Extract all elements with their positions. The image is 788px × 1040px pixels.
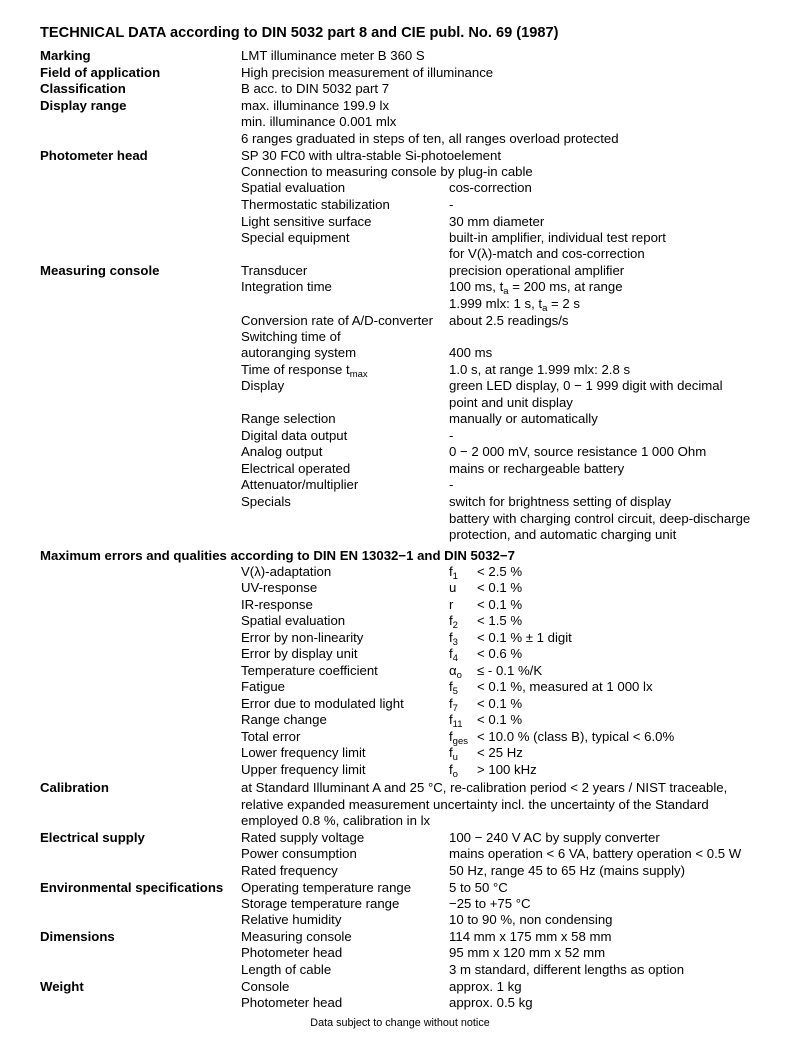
spec-value: precision operational amplifier xyxy=(449,263,625,278)
spec-value: u < 0.1 % xyxy=(449,580,523,595)
spec-value: for V(λ)-match and cos-correction xyxy=(449,246,645,261)
spec-param: Rated supply voltage xyxy=(241,830,365,845)
spec-param: Power consumption xyxy=(241,846,357,861)
spec-param: Console xyxy=(241,979,290,994)
error-symbol: $f_3$ xyxy=(449,630,458,648)
spec-value: approx. 0.5 kg xyxy=(449,995,533,1010)
spec-param: SP 30 FC0 with ultra-stable Si-photoelement xyxy=(241,148,501,163)
error-symbol: $f_o$ xyxy=(449,762,458,780)
spec-param: Analog output xyxy=(241,444,323,459)
spec-param: Special equipment xyxy=(241,230,350,245)
spec-param: Error by display unit xyxy=(241,646,358,661)
error-symbol: $f_7$ xyxy=(449,696,458,714)
spec-value: 1.0 s, at range 1.999 mlx: 2.8 s xyxy=(449,362,631,377)
spec-value: $f_7 < 0.1$ % xyxy=(449,696,523,714)
spec-param: Electrical operated xyxy=(241,461,351,476)
error-symbol: $f_u$ xyxy=(449,745,458,763)
spec-value: 50 Hz, range 45 to 65 Hz (mains supply) xyxy=(449,863,686,878)
section-label: Dimensions xyxy=(40,929,115,944)
spec-param: Specials xyxy=(241,494,291,509)
spec-param: Light sensitive surface xyxy=(241,214,372,229)
section-label: Photometer head xyxy=(40,148,148,163)
error-symbol: r xyxy=(449,597,454,612)
spec-value: $f_{ges} < 10.0$ % (class B), typical < 6.0% xyxy=(449,729,675,747)
spec-value: protection, and automatic charging unit xyxy=(449,527,677,542)
spec-value: 114 mm x 175 mm x 58 mm xyxy=(449,929,612,944)
spec-value: manually or automatically xyxy=(449,411,598,426)
spec-value: built-in amplifier, individual test report xyxy=(449,230,666,245)
spec-param: Display xyxy=(241,378,285,393)
spec-value: about 2.5 readings/s xyxy=(449,313,569,328)
spec-param: Spatial evaluation xyxy=(241,613,346,628)
spec-value: point and unit display xyxy=(449,395,573,410)
error-symbol: $f_{11}$ xyxy=(449,712,463,730)
spec-param: Relative humidity xyxy=(241,912,342,927)
spec-value: 5 to 50 °C xyxy=(449,880,508,895)
spec-value: 30 mm diameter xyxy=(449,214,545,229)
spec-value: approx. 1 kg xyxy=(449,979,522,994)
spec-param: V(λ)-adaptation xyxy=(241,564,332,579)
spec-param: Lower frequency limit xyxy=(241,745,366,760)
section-label: Electrical supply xyxy=(40,830,145,845)
spec-param: Digital data output xyxy=(241,428,348,443)
spec-param: UV-response xyxy=(241,580,318,595)
spec-param: IR-response xyxy=(241,597,313,612)
spec-value: mains or rechargeable battery xyxy=(449,461,625,476)
error-symbol: $\alpha_o$ xyxy=(449,663,462,681)
error-symbol: $f_2$ xyxy=(449,613,458,631)
spec-label: Display range xyxy=(40,98,127,113)
spec-param: Total error xyxy=(241,729,301,744)
spec-value: max. illuminance 199.9 lx xyxy=(241,98,390,113)
spec-value: at Standard Illuminant A and 25 °C, re-calibration period < 2 years / NIST traceable, xyxy=(241,780,728,795)
spec-value: switch for brightness setting of display xyxy=(449,494,672,509)
error-symbol: $f_{ges}$ xyxy=(449,729,468,747)
spec-value: cos-correction xyxy=(449,180,532,195)
spec-param: Operating temperature range xyxy=(241,880,412,895)
spec-value: $f_3 < 0.1$ % ± 1 digit xyxy=(449,630,572,648)
spec-value: B acc. to DIN 5032 part 7 xyxy=(241,81,390,96)
spec-param: Integration time xyxy=(241,279,332,294)
spec-value: relative expanded measurement uncertainty incl. the uncertainty of the Standard xyxy=(241,797,709,812)
spec-param: Photometer head xyxy=(241,945,343,960)
spec-value: green LED display, 0 − 1 999 digit with decimal xyxy=(449,378,723,393)
spec-param: Fatigue xyxy=(241,679,285,694)
spec-param: Attenuator/multiplier xyxy=(241,477,359,492)
error-symbol: $f_5$ xyxy=(449,679,458,697)
spec-param: Length of cable xyxy=(241,962,332,977)
spec-param: Upper frequency limit xyxy=(241,762,366,777)
error-symbol: u xyxy=(449,580,457,595)
spec-value: $f_{11} < 0.1$ % xyxy=(449,712,523,730)
spec-value: 95 mm x 120 mm x 52 mm xyxy=(449,945,606,960)
spec-value: 10 to 90 %, non condensing xyxy=(449,912,613,927)
spec-value: 6 ranges graduated in steps of ten, all ranges overload protected xyxy=(241,131,619,146)
spec-label: Classification xyxy=(40,81,126,96)
spec-value: 100 ms, $t_a = 200$ ms, at range xyxy=(449,279,623,297)
spec-value: $f_4 < 0.6$ % xyxy=(449,646,523,664)
spec-param: Range change xyxy=(241,712,327,727)
spec-value: 1.999 mlx: 1 s, $t_a = 2$ s xyxy=(449,296,581,314)
spec-value: - xyxy=(449,428,454,443)
spec-value: LMT illuminance meter B 360 S xyxy=(241,48,425,63)
spec-param: Spatial evaluation xyxy=(241,180,346,195)
error-symbol: $f_4$ xyxy=(449,646,458,664)
section-label: Calibration xyxy=(40,780,109,795)
spec-param: Time of response $t_{max}$ xyxy=(241,362,368,380)
spec-param: Range selection xyxy=(241,411,336,426)
spec-value: −25 to +75 °C xyxy=(449,896,531,911)
spec-label: Field of application xyxy=(40,65,161,80)
section-heading: Maximum errors and qualities according to DIN EN 13032−1 and DIN 5032−7 xyxy=(40,548,515,563)
footer-note: Data subject to change without notice xyxy=(310,1017,490,1029)
spec-value: $\alpha_o$ ≤ - 0.1 %/K xyxy=(449,663,543,681)
spec-value: 100 − 240 V AC by supply converter xyxy=(449,830,660,845)
spec-param: Transducer xyxy=(241,263,308,278)
spec-value: $f_1 < 2.5$ % xyxy=(449,564,523,582)
spec-param: Thermostatic stabilization xyxy=(241,197,390,212)
error-symbol: $f_1$ xyxy=(449,564,458,582)
spec-value: $f_u < 25$ Hz xyxy=(449,745,523,763)
section-label: Environmental specifications xyxy=(40,880,224,895)
spec-value: min. illuminance 0.001 mlx xyxy=(241,114,397,129)
spec-param: Photometer head xyxy=(241,995,343,1010)
document-title: TECHNICAL DATA according to DIN 5032 part 8 and CIE publ. No. 69 (1987) xyxy=(40,25,559,41)
spec-param: Rated frequency xyxy=(241,863,338,878)
spec-value: $f_2 < 1.5$ % xyxy=(449,613,523,631)
spec-param: Storage temperature range xyxy=(241,896,400,911)
spec-value: 3 m standard, different lengths as option xyxy=(449,962,685,977)
spec-value: High precision measurement of illuminance xyxy=(241,65,494,80)
spec-value: $f_o > 100$ kHz xyxy=(449,762,537,780)
spec-value: - xyxy=(449,197,454,212)
section-label: Weight xyxy=(40,979,84,994)
section-label: Measuring console xyxy=(40,263,160,278)
spec-value: 0 − 2 000 mV, source resistance 1 000 Ohm xyxy=(449,444,707,459)
spec-param: Error by non-linearity xyxy=(241,630,364,645)
spec-param: Temperature coefficient xyxy=(241,663,378,678)
spec-value: 400 ms xyxy=(449,345,493,360)
spec-param: Connection to measuring console by plug-in cable xyxy=(241,164,533,179)
spec-value: employed 0.8 %, calibration in lx xyxy=(241,813,431,828)
spec-param: Conversion rate of A/D-converter xyxy=(241,313,434,328)
spec-value: r < 0.1 % xyxy=(449,597,523,612)
spec-param: Error due to modulated light xyxy=(241,696,404,711)
spec-value: mains operation < 6 VA, battery operation < 0.5 W xyxy=(449,846,742,861)
spec-param: autoranging system xyxy=(241,345,357,360)
spec-value: - xyxy=(449,477,454,492)
spec-value: $f_5 < 0.1$ %, measured at 1 000 lx xyxy=(449,679,653,697)
spec-value: battery with charging control circuit, deep-discharge xyxy=(449,511,751,526)
spec-param: Measuring console xyxy=(241,929,352,944)
spec-label: Marking xyxy=(40,48,91,63)
spec-param: Switching time of xyxy=(241,329,341,344)
